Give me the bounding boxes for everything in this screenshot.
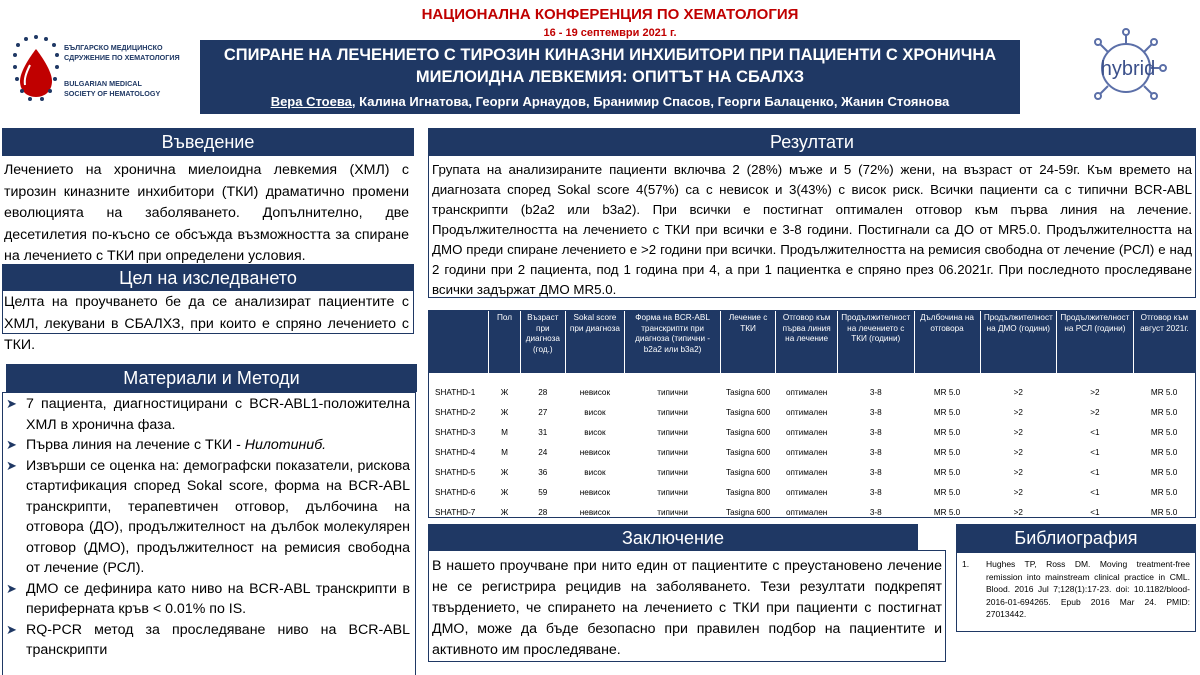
- table-cell: >2: [1090, 408, 1100, 417]
- table-cell: Ж: [500, 468, 509, 477]
- table-cell: MR 5.0: [933, 388, 961, 397]
- table-cell: М: [501, 448, 508, 457]
- poster-title-bar: [200, 40, 1020, 114]
- table-cell: <1: [1090, 448, 1100, 457]
- results-table-box: [428, 310, 1196, 518]
- table-cell: >2: [1013, 408, 1023, 417]
- results-heading: Резултати: [428, 128, 1196, 156]
- logo-line-1: БЪЛГАРСКО МЕДИЦИНСКО: [64, 43, 163, 52]
- table-header-row: [429, 311, 1195, 373]
- table-body: [429, 373, 1195, 523]
- aim-heading: Цел на изследването: [2, 264, 414, 292]
- table-header-cell: [429, 311, 489, 373]
- table-cell: 3-8: [869, 408, 882, 417]
- bibliography-number: 1.: [962, 559, 970, 569]
- table-cell: <1: [1090, 428, 1100, 437]
- table-cell: >2: [1013, 468, 1023, 477]
- table-row: [429, 383, 1195, 403]
- blood-drop-icon: [12, 35, 60, 107]
- table-cell: SHATHD-4: [435, 448, 476, 457]
- table-header-cell: Отговор към първа линия на лечение: [776, 311, 838, 373]
- table-cell: 3-8: [869, 388, 882, 397]
- table-cell: 28: [538, 508, 548, 517]
- table-cell: Tasigna 600: [726, 468, 771, 477]
- table-cell: 31: [538, 428, 548, 437]
- table-row: [429, 423, 1195, 443]
- results-text: Групата на анализираните пациенти включва 2 (28%) мъже и 5 (72%) жени, на възраст от 24-59г. Към времето на диагнозата според Sokal score 4(57%) са с невисок и 3(43%) с висок риск. Всички пациенти са с типични BCR-ABL транскрипти (b2a2 или b3a2). При всички е постигнат оптимален отговор към първа линия на лечение. Продължителността на лечението с ТКИ при всички е 3-8 години. Постигнали са ДО от MR5.0. Продължителността на ДМО преди спиране лечението е >2 години при всички. Продължителността на ремисия свободна от лечение (РСЛ) е над 2 години при 2 пациента, под 1 година при 4, а при 1 пациентка е спряно през 06.2021г. При последното проследяване всички задържат ДМО MR5.0.: [432, 162, 1192, 297]
- table-cell: SHATHD-2: [435, 408, 476, 417]
- table-cell: Tasigna 600: [726, 448, 771, 457]
- table-cell: невисок: [579, 488, 611, 497]
- table-cell: MR 5.0: [933, 468, 961, 477]
- table-cell: невисок: [579, 388, 611, 397]
- table-cell: MR 5.0: [933, 508, 961, 517]
- table-cell: >2: [1013, 508, 1023, 517]
- table-cell: оптимален: [785, 388, 828, 397]
- arrow-bullet-icon: ➤: [6, 580, 17, 596]
- results-table: [429, 311, 1195, 523]
- table-cell: >2: [1013, 388, 1023, 397]
- methods-item: ➤ Първа линия на лечение с ТКИ - Нилотиниб.: [4, 435, 410, 456]
- methods-item: ➤ RQ-PCR метод за проследяване ниво на BCR-ABL транскрипти: [6, 621, 410, 658]
- table-cell: MR 5.0: [933, 408, 961, 417]
- table-cell: 3-8: [869, 448, 882, 457]
- table-cell: М: [501, 428, 508, 437]
- table-header-cell: Възраст при диагноза (год.): [520, 311, 565, 373]
- hybrid-logo: [1078, 28, 1178, 108]
- table-cell: >2: [1013, 428, 1023, 437]
- table-cell: оптимален: [785, 488, 828, 497]
- title-line-1: СПИРАНЕ НА ЛЕЧЕНИЕТО С ТИРОЗИН КИНАЗНИ ИНХИБИТОРИ ПРИ ПАЦИЕНТИ С ХРОНИЧНА: [223, 46, 997, 64]
- table-cell: MR 5.0: [1150, 488, 1178, 497]
- table-row: [429, 483, 1195, 503]
- table-cell: 27: [538, 408, 548, 417]
- bibliography-entry: Hughes TP, Ross DM. Moving treatment-free remission into mainstream clinical practice in CML. Blood. 2016 Jul 7;128(1):17-23. doi: 10.1182/blood-2016-01-694265. Epub 2016 Mar 24. PMID: 27013442.: [986, 559, 1190, 619]
- logo-line-4: SOCIETY OF HEMATOLOGY: [64, 89, 161, 98]
- conference-title: НАЦИОНАЛНА КОНФЕРЕНЦИЯ ПО ХЕМАТОЛОГИЯ: [421, 6, 799, 23]
- table-cell: 59: [538, 488, 548, 497]
- table-cell: SHATHD-5: [435, 468, 476, 477]
- methods-item: ➤ ДМО се дефинира като ниво на BCR-ABL транскрипти в периферната кръв < 0.01% по IS.: [6, 580, 410, 617]
- table-cell: Tasigna 800: [726, 488, 771, 497]
- methods-item: ➤ Извърши се оценка на: демографски показатели, рискова стартификация според Sokal score, форма на BCR-ABL транскрипти, терапевтичен отговор, дълбочина на отговора (ДО), продължителност на дълбок молекулярен отговор (ДМО), продължителност на ремисия свободна от лечение (РСЛ).: [6, 457, 410, 576]
- table-cell: типични: [657, 468, 688, 477]
- table-cell: оптимален: [785, 448, 828, 457]
- table-cell: типични: [657, 508, 688, 517]
- table-cell: MR 5.0: [933, 428, 961, 437]
- table-cell: MR 5.0: [1150, 448, 1178, 457]
- table-cell: оптимален: [785, 468, 828, 477]
- table-cell: MR 5.0: [1150, 468, 1178, 477]
- table-cell: 28: [538, 388, 548, 397]
- conference-dates: 16 - 19 септември 2021 г.: [543, 27, 677, 39]
- first-author: Вера Стоева: [270, 94, 352, 109]
- table-cell: 36: [538, 468, 548, 477]
- table-cell: типични: [657, 408, 688, 417]
- table-header-cell: Форма на BCR-ABL транскрипти при диагноза (типични - b2a2 или b3a2): [625, 311, 721, 373]
- table-cell: Tasigna 600: [726, 508, 771, 517]
- table-row: [429, 503, 1195, 523]
- conclusion-heading: Заключение: [428, 524, 918, 552]
- table-cell: SHATHD-7: [435, 508, 476, 517]
- table-cell: >2: [1013, 488, 1023, 497]
- table-cell: оптимален: [785, 508, 828, 517]
- table-cell: Ж: [500, 488, 509, 497]
- introduction-text: Лечението на хронична миелоидна левкемия (ХМЛ) с тирозин киназните инхибитори (ТКИ) драматично промени еволюцията на заболяването. Допълнително, две десетилетия по-късно се обсъжда възможността за спиране на лечението с ТКИ при определени условия.: [4, 162, 409, 264]
- table-cell: Tasigna 600: [726, 428, 771, 437]
- arrow-bullet-icon: ➤: [6, 457, 17, 473]
- table-cell: невисок: [579, 508, 611, 517]
- introduction-heading: Въведение: [2, 128, 414, 156]
- table-header-cell: Отговор към август 2021г.: [1133, 311, 1195, 373]
- table-row: [429, 463, 1195, 483]
- table-cell: MR 5.0: [1150, 388, 1178, 397]
- table-cell: оптимален: [785, 428, 828, 437]
- table-row: [429, 403, 1195, 423]
- table-cell: <1: [1090, 508, 1100, 517]
- other-authors: , Калина Игнатова, Георги Арнаудов, Бранимир Спасов, Георги Балаценко, Жанин Стоянова: [351, 94, 950, 109]
- table-cell: 3-8: [869, 468, 882, 477]
- table-cell: висок: [584, 468, 606, 477]
- table-cell: 3-8: [869, 508, 882, 517]
- table-cell: MR 5.0: [1150, 408, 1178, 417]
- table-cell: Tasigna 600: [726, 388, 771, 397]
- hybrid-logo-text: hybrid: [1100, 58, 1156, 80]
- table-cell: MR 5.0: [1150, 428, 1178, 437]
- conclusion-text: В нашето проучване при нито един от пациентите с преустановено лечение не се регистрира рецидив на заболяването. Тези резултати подкрепят твърдението, че спирането на лечението с ТКИ при пациенти с постигнат ДМО, може да бъде безопасно при правилен подбор на пациентите и активното им проследяване.: [432, 558, 942, 658]
- table-cell: >2: [1013, 448, 1023, 457]
- logo-line-2: СДРУЖЕНИЕ ПО ХЕМАТОЛОГИЯ: [64, 53, 180, 62]
- table-cell: Ж: [500, 408, 509, 417]
- table-cell: типични: [657, 388, 688, 397]
- table-cell: SHATHD-6: [435, 488, 476, 497]
- table-cell: <1: [1090, 468, 1100, 477]
- table-header-cell: Продължителност на ДМО (години): [980, 311, 1057, 373]
- table-header-cell: Лечение с ТКИ: [720, 311, 775, 373]
- table-cell: Ж: [500, 508, 509, 517]
- table-cell: типични: [657, 448, 688, 457]
- table-cell: висок: [584, 428, 606, 437]
- authors: [200, 92, 1020, 112]
- table-header-cell: Пол: [489, 311, 521, 373]
- table-cell: MR 5.0: [1150, 508, 1178, 517]
- aim-text: Целта на проучването бе да се анализират пациентите с ХМЛ, лекувани в СБАЛХЗ, при които е спряно лечението с ТКИ.: [4, 294, 409, 353]
- table-cell: MR 5.0: [933, 448, 961, 457]
- methods-list: [4, 394, 410, 661]
- table-row: [429, 443, 1195, 463]
- arrow-bullet-icon: ➤: [6, 621, 17, 637]
- title-line-2: МИЕЛОИДНА ЛЕВКЕМИЯ: ОПИТЪТ НА СБАЛХЗ: [415, 68, 805, 86]
- table-cell: 3-8: [869, 488, 882, 497]
- table-header-cell: Продължителност на лечението с ТКИ (години): [837, 311, 914, 373]
- table-cell: 3-8: [869, 428, 882, 437]
- arrow-bullet-icon: ➤: [6, 396, 17, 411]
- table-header-cell: Продължителност на РСЛ (години): [1057, 311, 1134, 373]
- table-cell: 24: [538, 448, 548, 457]
- table-cell: невисок: [579, 448, 611, 457]
- table-cell: SHATHD-1: [435, 388, 476, 397]
- table-header-cell: Дълбочина на отговора: [914, 311, 980, 373]
- table-cell: типични: [657, 488, 688, 497]
- table-cell: висок: [584, 408, 606, 417]
- table-cell: Ж: [500, 388, 509, 397]
- table-cell: Tasigna 600: [726, 408, 771, 417]
- table-cell: MR 5.0: [933, 488, 961, 497]
- table-cell: >2: [1090, 388, 1100, 397]
- methods-heading: Материали и Методи: [6, 364, 417, 392]
- bibliography-heading: Библиография: [956, 524, 1196, 552]
- table-cell: типични: [657, 428, 688, 437]
- table-header-cell: Sokal score при диагноза: [565, 311, 625, 373]
- table-cell: SHATHD-3: [435, 428, 476, 437]
- arrow-bullet-icon: ➤: [6, 437, 17, 452]
- society-logo: [12, 35, 197, 135]
- table-cell: <1: [1090, 488, 1100, 497]
- logo-line-3: BULGARIAN MEDICAL: [64, 79, 142, 88]
- methods-item: ➤ 7 пациента, диагностицирани с BCR-ABL1-положителна ХМЛ в хронична фаза.: [6, 396, 410, 433]
- table-cell: оптимален: [785, 408, 828, 417]
